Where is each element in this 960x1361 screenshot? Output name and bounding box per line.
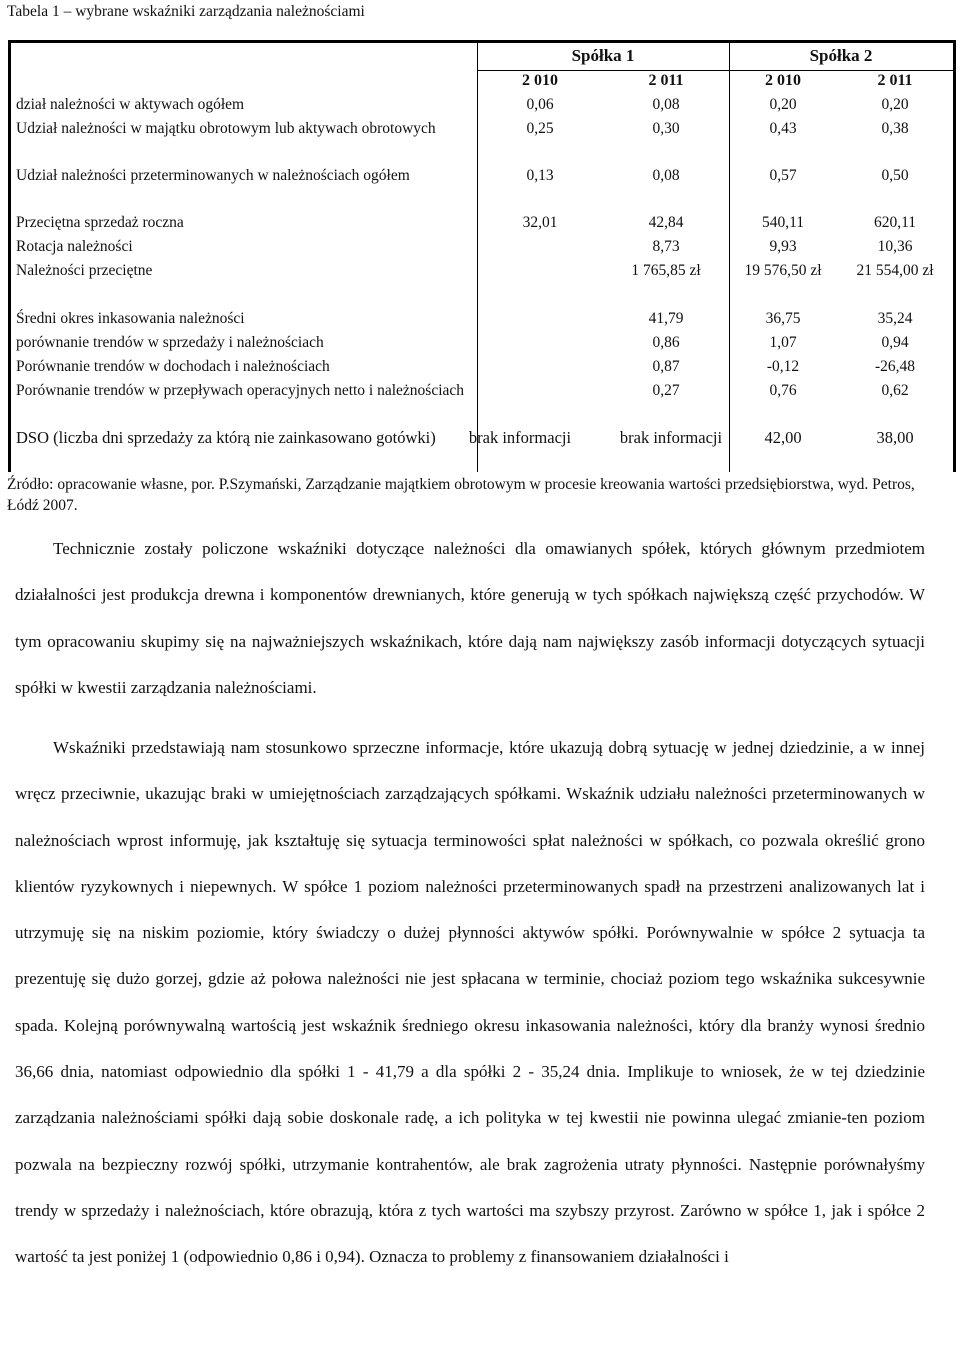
table-cell: 38,00 [876,428,914,447]
table-cell: 0,27 [652,382,680,399]
table-cell: 0,50 [881,167,909,184]
row-label: Porównanie trendów w przepływach operacyjnych netto i należnościach [16,382,465,399]
indicators-table [8,40,956,472]
year-header: 2 011 [648,72,684,89]
table-cell: 1 765,85 zł [631,262,701,279]
table-cell: 0,20 [769,96,797,113]
row-label: Udział należności w majątku obrotowym lub aktywach obrotowych [16,120,436,137]
table-cell: 0,20 [881,96,909,113]
table-cell: 36,75 [765,310,801,327]
table-source-note: Źródło: opracowanie własne, por. P.Szymański, Zarządzanie majątkiem obrotowym w procesie kreowania wartości przedsiębiorstwa, wyd. Petros, Łódź 2007. [7,476,915,514]
table-cell: -26,48 [874,358,916,375]
table-cell: 0,62 [881,382,909,399]
table-cell: 0,25 [526,120,554,137]
table-cell: 0,94 [881,334,909,351]
table-cell: 9,93 [769,238,797,255]
row-label: dział należności w aktywach ogółem [16,96,245,113]
row-label: Średni okres inkasowania należności [16,310,245,327]
table-cell: 0,08 [652,96,680,113]
table-cell: 0,38 [881,120,909,137]
table-cell: 8,73 [652,238,680,255]
table-cell: 0,08 [652,167,680,184]
year-header: 2 010 [522,72,558,89]
table-cell: 42,84 [648,214,684,231]
row-label: Udział należności przeterminowanych w należnościach ogółem [16,167,410,184]
table-cell: brak informacji [468,428,572,447]
table-cell: 1,07 [769,334,797,351]
body-paragraph: Wskaźniki przedstawiają nam stosunkowo sprzeczne informacje, które ukazują dobrą sytuację w jednej dziedzinie, a w innej wręcz przeciwnie, ukazując braki w umiejętnościach zarządzających spółkami. Wskaźnik udziału należności przeterminowanych w należnościach wprost informuję, jak kształtuję się sytuacja terminowości spłat należności w spółkach, co pozwala określić grono klientów ryzykownych i niepewnych. W spółce 1 poziom należności przeterminowanych spadł na przestrzeni analizowanych lat i utrzymuję się na niskim poziomie, który świadczy o dużej płynności aktywów spółki. Porównywalnie w spółce 2 sytuacja ta prezentuję się dużo gorzej, gdzie aż połowa należności nie jest spłacana w terminie, chociaż poziom tego wskaźnika sukcesywnie spada. Kolejną porównywalną wartością jest wskaźnik średniego okresu inkasowania należności, który dla branży wynosi średnio 36,66 dnia, natomiast odpowiednio dla spółki 1 - 41,79 a dla spółki 2 - 35,24 dnia. Implikuje to wniosek, że w tej dziedzinie zarządzania należnościami spółki dają sobie doskonale radę, a ich polityka w tej kwestii nie powinna ulegać zmianie-ten poziom pozwala na bezpieczny rozwój spółki, utrzymanie kontrahentów, ale brak zagrożenia utraty płynności. Następnie porównałyśmy trendy w sprzedaży i należnościach, które obrazują, która z tych wartości ma szybszy przyrost. Zarówno w spółce 1, jak i spółce 2 wartość ta jest poniżej 1 (odpowiednio 0,86 i 0,94). Oznacza to problemy z finansowaniem działalności i [15,738,925,1267]
table-cell: 540,11 [761,214,805,231]
table-cell: 10,36 [877,238,913,255]
table-cell: 21 554,00 zł [856,262,934,279]
table-caption: Tabela 1 – wybrane wskaźniki zarządzania należnościami [7,3,365,20]
table-cell: 0,76 [769,382,797,399]
row-label: DSO (liczba dni sprzedaży za którą nie zainkasowano gotówki) [16,428,436,447]
table-cell: 32,01 [522,214,558,231]
table-cell: 41,79 [648,310,684,327]
table-cell: -0,12 [766,358,800,375]
table-cell: 0,30 [652,120,680,137]
row-label: Porównanie trendów w dochodach i należnościach [16,358,330,375]
table-cell: 42,00 [764,428,802,447]
row-label: Należności przeciętne [16,262,153,279]
table-cell: 0,86 [652,334,680,351]
table-cell: 0,13 [526,167,554,184]
table-cell: 0,06 [526,96,554,113]
body-paragraph: Technicznie zostały policzone wskaźniki dotyczące należności dla omawianych spółek, których głównym przedmiotem działalności jest produkcja drewna i komponentów drewnianych, które generują w tych spółkach największą część przychodów. W tym opracowaniu skupimy się na najważniejszych wskaźnikach, które dają nam największy zasób informacji dotyczących sytuacji spółki w kwestii zarządzania należnościami. [15,539,925,697]
table-cell: 0,43 [769,120,797,137]
table-cell: 35,24 [877,310,913,327]
group-header-spolka-2: Spółka 2 [809,46,873,65]
table-cell: 19 576,50 zł [744,262,822,279]
row-label: Rotacja należności [16,238,133,255]
group-header-spolka-1: Spółka 1 [571,46,635,65]
table-cell: 0,87 [652,358,680,375]
year-header: 2 010 [765,72,801,89]
table-cell: 620,11 [873,214,917,231]
year-header: 2 011 [877,72,913,89]
row-label: porównanie trendów w sprzedaży i należnościach [16,334,324,351]
row-label: Przeciętna sprzedaż roczna [16,214,184,231]
table-cell: 0,57 [769,167,797,184]
table-cell: brak informacji [619,428,723,447]
